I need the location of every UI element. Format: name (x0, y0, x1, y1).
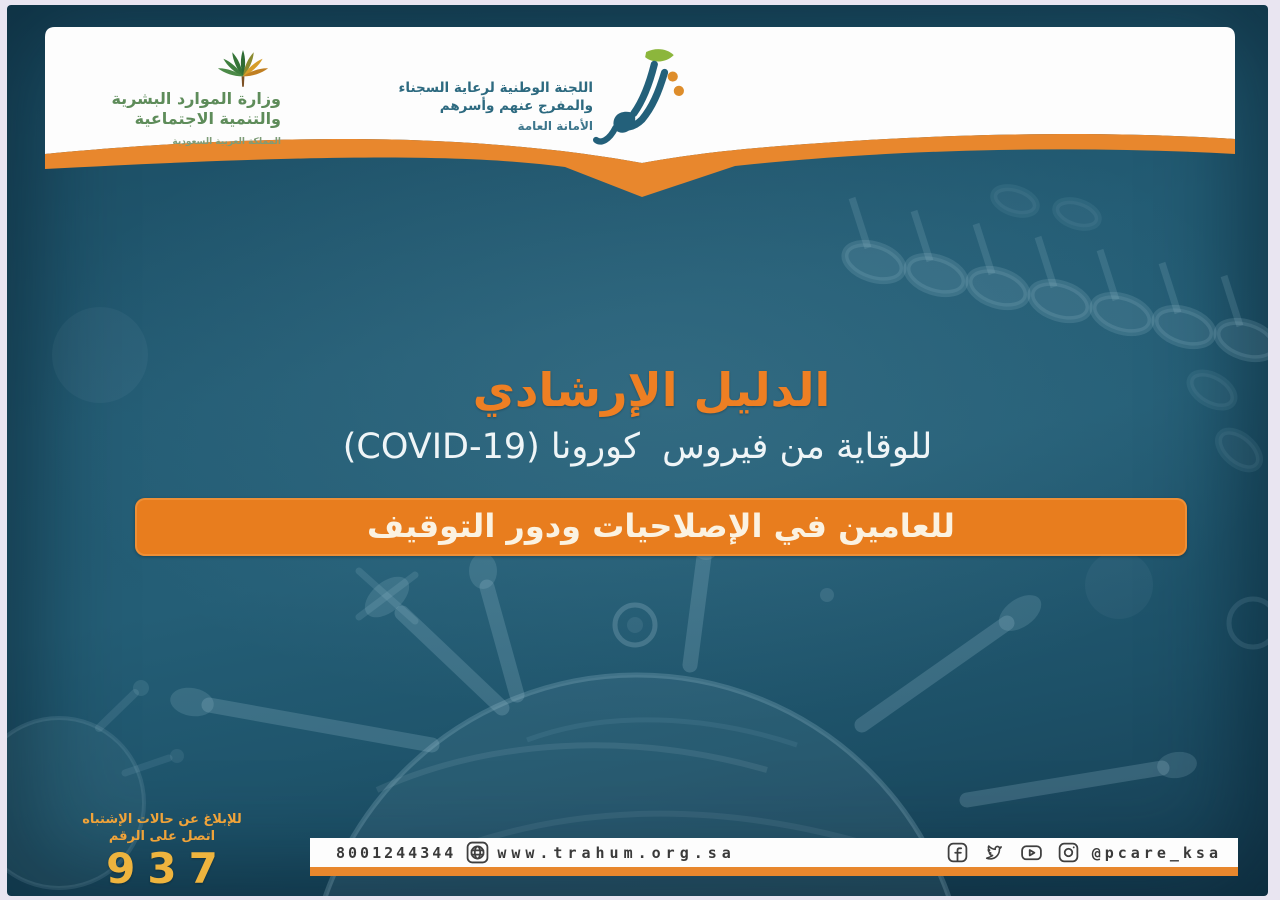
ministry-palm-logo (210, 43, 276, 91)
hotline-number: 937 (106, 844, 230, 893)
committee-line3: الأمانة العامة (517, 119, 593, 133)
youtube-icon (1020, 841, 1043, 864)
page-subtitle: للوقاية من فيروس كورونا (‎COVID-19‎) (342, 427, 933, 467)
ministry-country: المملكة العربية السعودية (172, 137, 281, 147)
instagram-icon (1057, 841, 1080, 864)
trahum-logo (593, 45, 685, 149)
committee-line1: اللجنة الوطنية لرعاية السجناء (398, 80, 593, 96)
ministry-name-line1: وزارة الموارد البشرية (111, 89, 281, 108)
social-handle: @pcare_ksa (1091, 843, 1222, 862)
ministry-name (69, 89, 281, 152)
hotline-line2: اتصل على الرقم (108, 829, 216, 844)
committee-name (397, 79, 593, 135)
website-url: www.trahum.org.sa (497, 843, 736, 862)
committee-line2: والمفرج عنهم وأسرهم (439, 98, 593, 114)
audience-banner: للعامين في الإصلاحيات ودور التوقيف (135, 498, 1187, 556)
footer-accent-strip (310, 867, 1238, 876)
footer-bar (310, 838, 1238, 867)
globe-icon (466, 841, 489, 864)
header-content (45, 27, 1235, 177)
guide-cover-poster (7, 5, 1268, 896)
hotline-line1: للإبلاغ عن حالات الإشتباه (82, 812, 242, 827)
twitter-icon (983, 841, 1006, 864)
phone-number: 8001244344 (336, 843, 457, 862)
page-title: الدليل الإرشادي (472, 363, 831, 417)
facebook-icon (946, 841, 969, 864)
cell-dots-watermark (52, 307, 1268, 647)
hotline-block (59, 811, 265, 893)
ministry-name-line2: والتنمية الاجتماعية (134, 109, 281, 128)
